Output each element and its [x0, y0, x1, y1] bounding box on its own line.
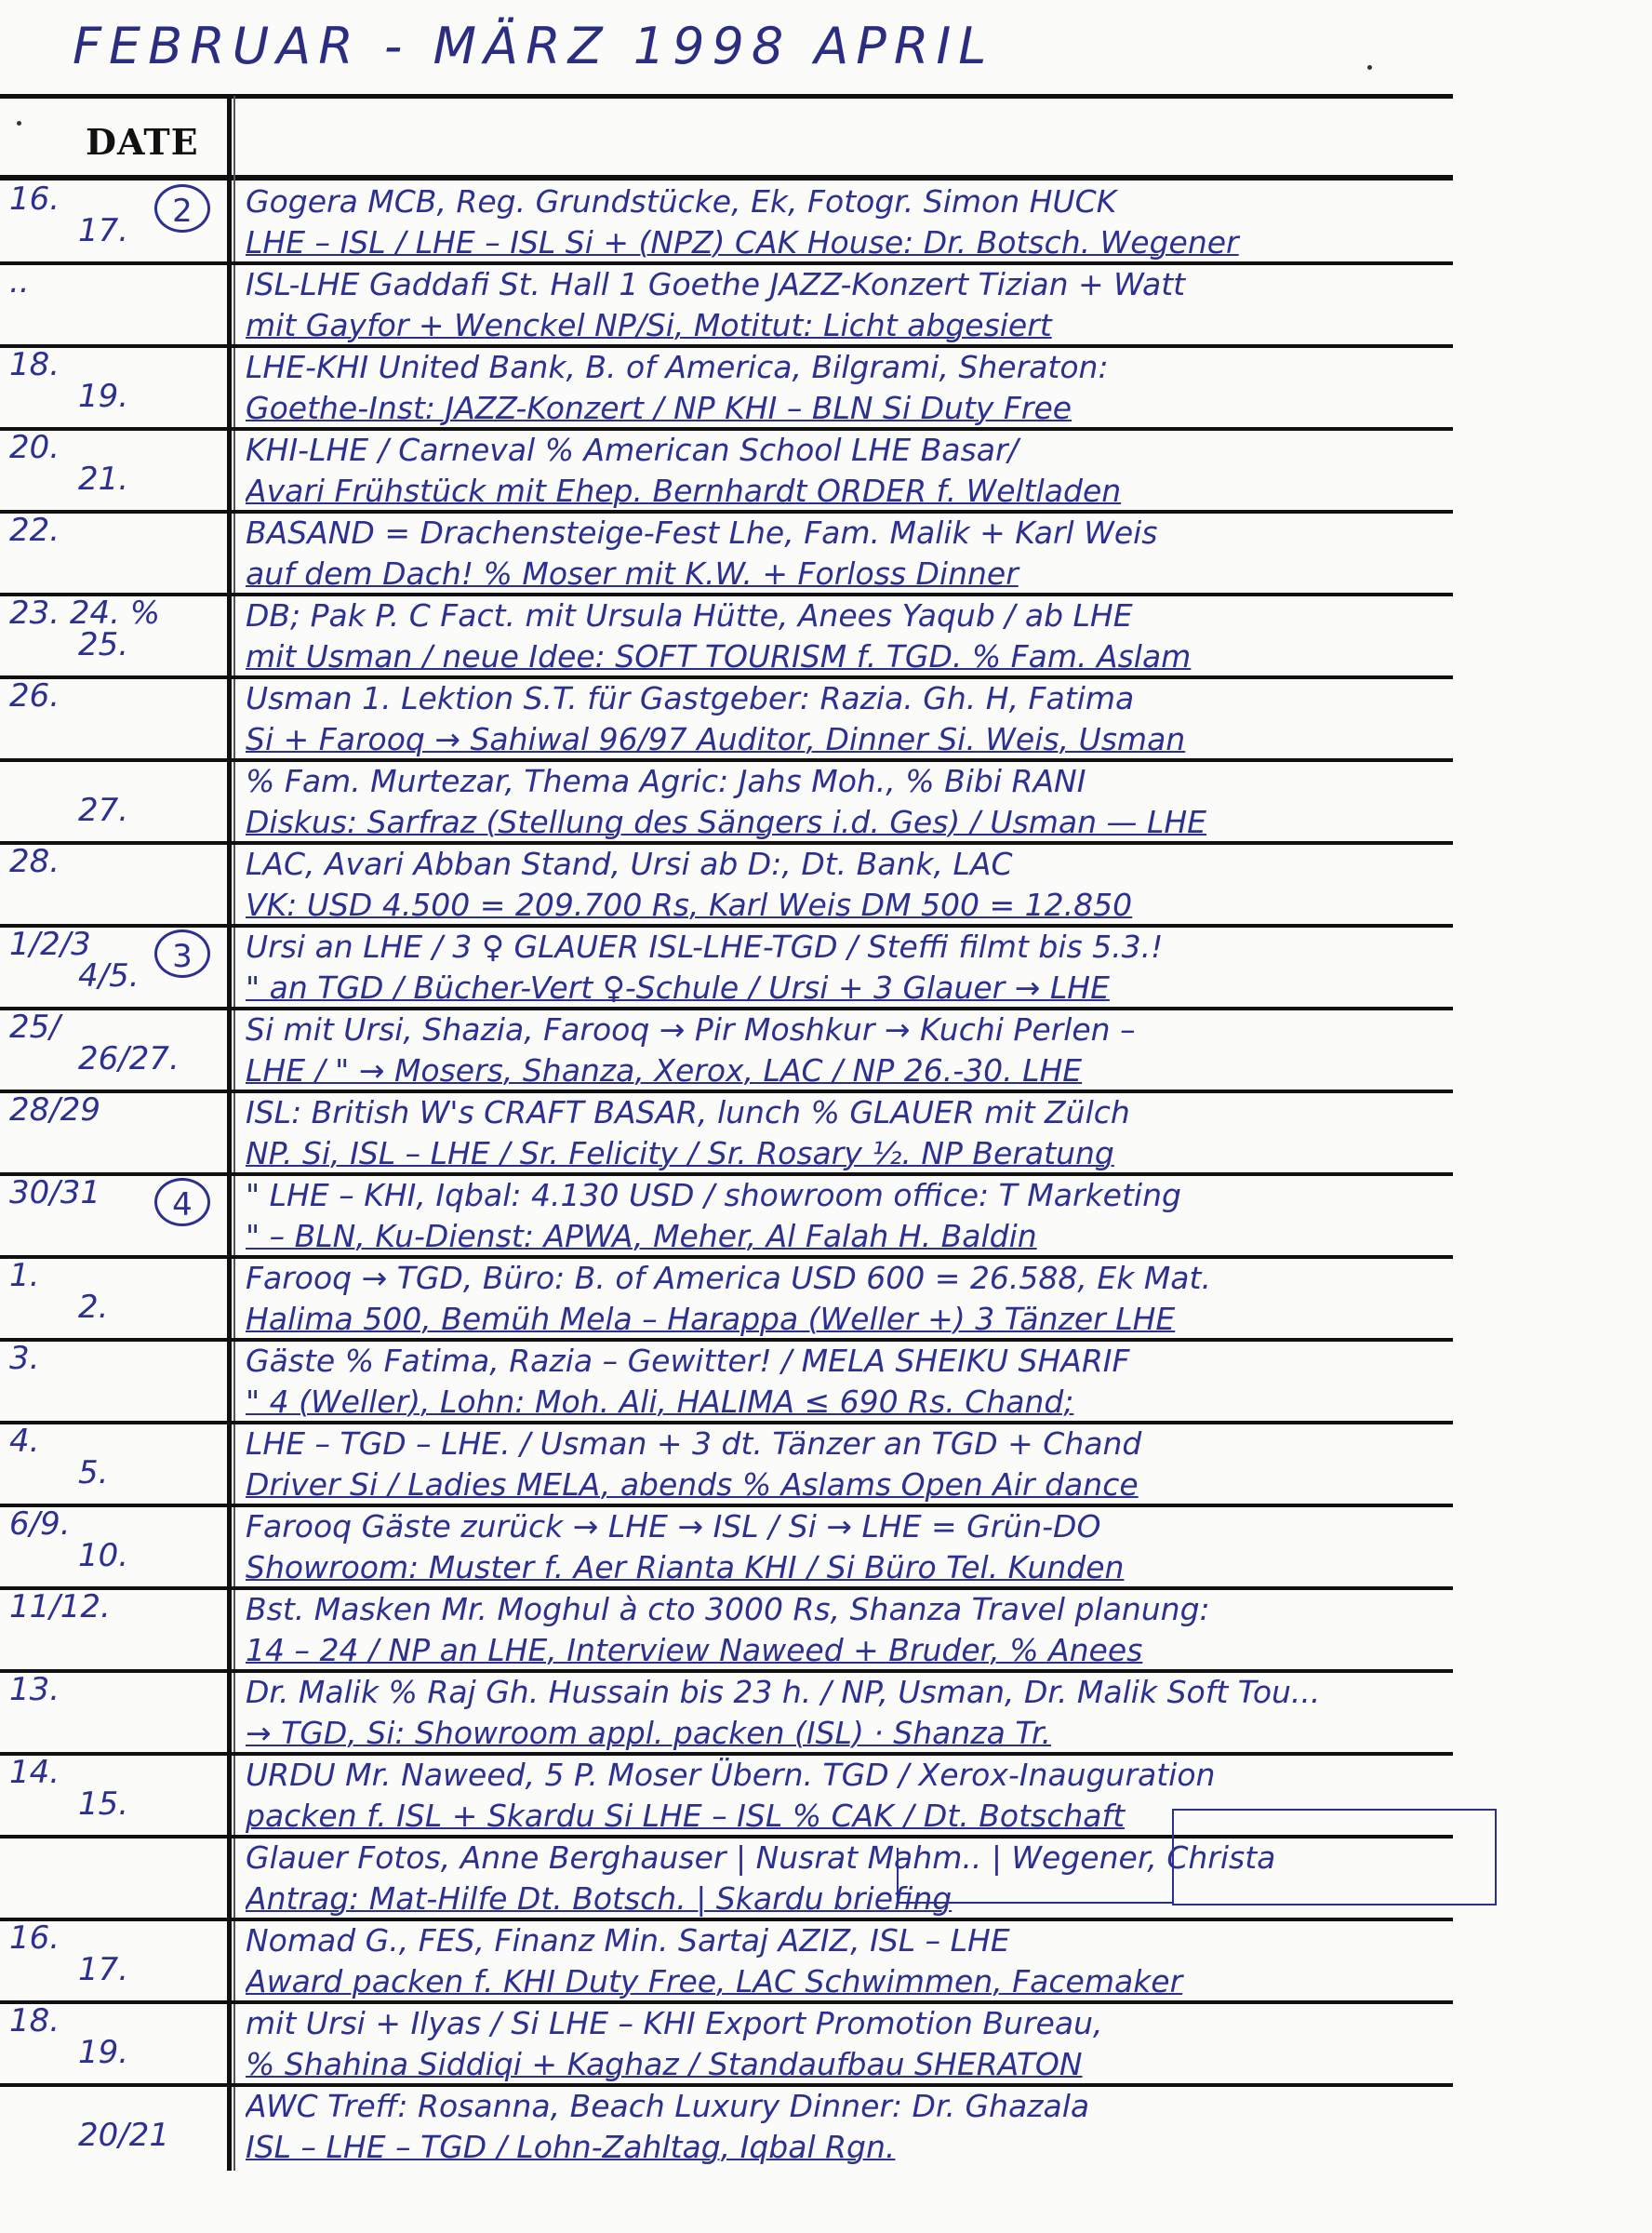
entry-line: Dr. Malik % Raj Gh. Hussain bis 23 h. / NP, Usman, Dr. Malik Soft Tou...	[246, 1673, 1321, 1710]
date-primary: 4.	[9, 1423, 40, 1460]
date-secondary: 20/21	[78, 2117, 169, 2154]
entry-line: " an TGD / Bücher-Vert ♀-Schule / Ursi + 3 Glauer → LHE	[246, 969, 1110, 1006]
date-primary: 28.	[9, 843, 60, 880]
diary-row	[0, 926, 1453, 1009]
date-secondary: 17.	[78, 1951, 129, 1988]
entry-text	[246, 429, 1464, 513]
diary-row	[0, 2002, 1453, 2085]
entry-line: Ursi an LHE / 3 ♀ GLAUER ISL-LHE-TGD / Steffi filmt bis 5.3.!	[246, 928, 1164, 965]
diary-row	[0, 1505, 1453, 1588]
date-primary: 3.	[9, 1340, 40, 1377]
entry-line: BASAND = Drachensteige-Fest Lhe, Fam. Malik + Karl Weis	[246, 514, 1158, 551]
date-cell	[0, 1091, 227, 1174]
diary-row	[0, 843, 1453, 926]
date-cell	[0, 1257, 227, 1340]
diary-row	[0, 1257, 1453, 1340]
date-primary: 16.	[9, 181, 60, 218]
entry-line: URDU Mr. Naweed, 5 P. Moser Übern. TGD / Xerox-Inauguration	[246, 1756, 1216, 1793]
entry-line: Award packen f. KHI Duty Free, LAC Schwimmen, Facemaker	[246, 1962, 1183, 1999]
entry-text	[246, 1174, 1464, 1258]
diary-row	[0, 1588, 1453, 1671]
diary-row	[0, 1919, 1453, 2002]
date-secondary: 19.	[78, 378, 129, 415]
date-primary: 11/12.	[9, 1588, 111, 1625]
date-primary: ..	[9, 263, 30, 301]
entry-line: LHE – TGD – LHE. / Usman + 3 dt. Tänzer an TGD + Chand	[246, 1424, 1142, 1462]
entry-line: mit Gayfor + Wenckel NP/Si, Motitut: Licht abgesiert	[246, 306, 1052, 343]
entry-line: % Fam. Murtezar, Thema Agric: Jahs Moh., % Bibi RANI	[246, 762, 1086, 799]
date-secondary: 26/27.	[78, 1040, 180, 1077]
date-cell	[0, 1588, 227, 1671]
date-primary: 20.	[9, 429, 60, 466]
entry-line: auf dem Dach! % Moser mit K.W. + Forloss Dinner	[246, 555, 1019, 592]
date-secondary: 15.	[78, 1785, 129, 1823]
entry-line: Halima 500, Bemüh Mela – Harappa (Weller +) 3 Tänzer LHE	[246, 1300, 1176, 1337]
diary-row	[0, 1423, 1453, 1505]
entry-line: ISL-LHE Gaddafi St. Hall 1 Goethe JAZZ-Konzert Tizian + Watt	[246, 265, 1186, 302]
entry-line: " LHE – KHI, Iqbal: 4.130 USD / showroom office: T Marketing	[246, 1176, 1181, 1213]
entry-text	[246, 1671, 1464, 1755]
date-cell	[0, 1174, 227, 1257]
entry-text	[246, 1919, 1464, 2003]
entry-line: NP. Si, ISL – LHE / Sr. Felicity / Sr. Rosary ½. NP Beratung	[246, 1134, 1114, 1171]
entry-text	[246, 263, 1464, 347]
entry-line: 14 – 24 / NP an LHE, Interview Naweed + Bruder, % Anees	[246, 1631, 1143, 1668]
diary-row	[0, 760, 1453, 843]
entry-line: " – BLN, Ku-Dienst: APWA, Meher, Al Falah H. Baldin	[246, 1217, 1037, 1254]
date-secondary: 4/5.	[78, 957, 140, 995]
entry-text	[246, 760, 1464, 844]
diary-row	[0, 1174, 1453, 1257]
date-primary: 1/2/3	[9, 926, 91, 963]
diary-row	[0, 1091, 1453, 1174]
date-cell	[0, 2085, 227, 2168]
entry-line: Farooq Gäste zurück → LHE → ISL / Si → LHE = Grün-DO	[246, 1507, 1101, 1544]
entry-line: mit Usman / neue Idee: SOFT TOURISM f. TGD. % Fam. Aslam	[246, 637, 1192, 675]
date-cell	[0, 595, 227, 677]
diary-row	[0, 346, 1453, 429]
entry-text	[246, 677, 1464, 761]
diary-row	[0, 429, 1453, 512]
date-primary: 18.	[9, 2002, 60, 2039]
date-primary: 25/	[9, 1009, 60, 1046]
entry-line: Glauer Fotos, Anne Berghauser | Nusrat Mahm.. | Wegener, Christa	[246, 1839, 1276, 1876]
date-primary: 16.	[9, 1919, 60, 1957]
diary-row	[0, 677, 1453, 760]
entry-line: Si + Farooq → Sahiwal 96/97 Auditor, Dinner Si. Weis, Usman	[246, 720, 1186, 757]
week-number-circle: 4	[154, 1178, 210, 1226]
entry-line: Goethe-Inst: JAZZ-Konzert / NP KHI – BLN Si Duty Free	[246, 389, 1072, 426]
entry-line: LHE – ISL / LHE – ISL Si + (NPZ) CAK House: Dr. Botsch. Wegener	[246, 223, 1239, 261]
entry-line: AWC Treff: Rosanna, Beach Luxury Dinner: Dr. Ghazala	[246, 2087, 1090, 2124]
date-cell	[0, 760, 227, 843]
date-primary: 1.	[9, 1257, 40, 1294]
date-cell	[0, 2002, 227, 2085]
date-secondary: 2.	[78, 1289, 109, 1326]
entry-text	[246, 926, 1464, 1010]
date-primary: 30/31	[9, 1174, 100, 1211]
entry-line: LHE-KHI United Bank, B. of America, Bilgrami, Sheraton:	[246, 348, 1109, 385]
date-secondary: 27.	[78, 792, 129, 829]
date-primary: 22.	[9, 512, 60, 549]
entry-line: Farooq → TGD, Büro: B. of America USD 600 = 26.588, Ek Mat.	[246, 1259, 1211, 1296]
date-secondary: 19.	[78, 2034, 129, 2071]
diary-row	[0, 1340, 1453, 1423]
date-primary: 14.	[9, 1754, 60, 1791]
diary-row	[0, 2085, 1453, 2168]
entry-line: " 4 (Weller), Lohn: Moh. Ali, HALIMA ≤ 690 Rs. Chand;	[246, 1383, 1074, 1420]
entry-line: Si mit Ursi, Shazia, Farooq → Pir Moshkur → Kuchi Perlen –	[246, 1010, 1136, 1048]
table-top-border	[0, 94, 1453, 99]
entry-text	[246, 1505, 1464, 1589]
entry-line: VK: USD 4.500 = 209.700 Rs, Karl Weis DM 500 = 12.850	[246, 886, 1133, 923]
date-primary: 18.	[9, 346, 60, 383]
entry-line: ISL – LHE – TGD / Lohn-Zahltag, Iqbal Rgn.	[246, 2128, 896, 2165]
entry-text	[246, 512, 1464, 595]
date-cell	[0, 1671, 227, 1754]
entry-line: Usman 1. Lektion S.T. für Gastgeber: Razia. Gh. H, Fatima	[246, 679, 1135, 716]
date-cell	[0, 1505, 227, 1588]
entry-text	[246, 1257, 1464, 1341]
diary-row	[0, 263, 1453, 346]
date-secondary: 21.	[78, 461, 129, 498]
annotation-box-inner	[897, 1848, 1174, 1904]
entry-line: Diskus: Sarfraz (Stellung des Sängers i.d. Ges) / Usman — LHE	[246, 803, 1207, 840]
entry-text	[246, 181, 1464, 264]
entry-text	[246, 1340, 1464, 1424]
diary-row	[0, 1671, 1453, 1754]
entry-line: ISL: British W's CRAFT BASAR, lunch % GLAUER mit Zülch	[246, 1093, 1130, 1130]
entry-text	[246, 1091, 1464, 1175]
annotation-box	[1172, 1809, 1497, 1905]
entry-text	[246, 595, 1464, 678]
diary-row	[0, 595, 1453, 677]
date-secondary: 10.	[78, 1537, 129, 1574]
date-primary: 6/9.	[9, 1505, 71, 1543]
date-cell	[0, 512, 227, 595]
entry-line: LAC, Avari Abban Stand, Ursi ab D:, Dt. Bank, LAC	[246, 845, 1013, 882]
entry-line: Antrag: Mat-Hilfe Dt. Botsch. | Skardu briefing	[246, 1879, 953, 1917]
date-cell	[0, 263, 227, 346]
entry-line: DB; Pak P. C Fact. mit Ursula Hütte, Anees Yaqub / ab LHE	[246, 596, 1133, 634]
date-cell	[0, 1919, 227, 2002]
entry-text	[246, 1009, 1464, 1092]
diary-row	[0, 512, 1453, 595]
entry-text	[246, 2002, 1464, 2086]
margin-dot	[1367, 65, 1372, 70]
date-cell	[0, 181, 227, 263]
date-secondary: 17.	[78, 212, 129, 249]
entry-line: Showroom: Muster f. Aer Rianta KHI / Si Büro Tel. Kunden	[246, 1548, 1125, 1585]
entry-text	[246, 843, 1464, 927]
date-cell	[0, 1009, 227, 1091]
date-cell	[0, 429, 227, 512]
entry-line: LHE / " → Mosers, Shanza, Xerox, LAC / NP 26.-30. LHE	[246, 1051, 1083, 1089]
week-number-circle: 3	[154, 929, 210, 978]
date-cell	[0, 346, 227, 429]
date-cell	[0, 843, 227, 926]
entry-text	[246, 346, 1464, 430]
date-cell	[0, 1754, 227, 1837]
entry-line: packen f. ISL + Skardu Si LHE – ISL % CAK / Dt. Botschaft	[246, 1797, 1126, 1834]
date-primary: 26.	[9, 677, 60, 715]
week-number-circle: 2	[154, 184, 210, 233]
entry-text	[246, 1423, 1464, 1506]
entry-text	[246, 2085, 1464, 2169]
date-secondary: 25.	[78, 626, 129, 663]
entry-line: mit Ursi + Ilyas / Si LHE – KHI Export Promotion Bureau,	[246, 2004, 1103, 2041]
date-cell	[0, 1340, 227, 1423]
entry-line: Avari Frühstück mit Ehep. Bernhardt ORDER f. Weltladen	[246, 472, 1122, 509]
diary-row	[0, 1009, 1453, 1091]
date-primary: 28/29	[9, 1091, 100, 1129]
diary-row	[0, 181, 1453, 263]
date-primary: 23. 24. %	[9, 595, 161, 632]
date-column-header: DATE	[86, 121, 199, 163]
entry-line: Gogera MCB, Reg. Grundstücke, Ek, Fotogr. Simon HUCK	[246, 182, 1117, 220]
entry-text	[246, 1588, 1464, 1672]
entry-line: Nomad G., FES, Finanz Min. Sartaj AZIZ, ISL – LHE	[246, 1921, 1010, 1959]
date-cell	[0, 677, 227, 760]
date-cell	[0, 926, 227, 1009]
page-title: FEBRUAR - MÄRZ 1998 APRIL	[73, 17, 994, 75]
margin-dot	[17, 121, 21, 126]
entry-line: Bst. Masken Mr. Moghul à cto 3000 Rs, Shanza Travel planung:	[246, 1590, 1210, 1627]
entry-line: → TGD, Si: Showroom appl. packen (ISL) · Shanza Tr.	[246, 1714, 1051, 1751]
date-cell	[0, 1423, 227, 1505]
date-primary: 13.	[9, 1671, 60, 1708]
date-cell	[0, 1837, 227, 1919]
entry-line: Driver Si / Ladies MELA, abends % Aslams Open Air dance	[246, 1465, 1139, 1503]
date-secondary: 5.	[78, 1454, 109, 1491]
entry-line: % Shahina Siddiqi + Kaghaz / Standaufbau SHERATON	[246, 2045, 1083, 2082]
entry-line: KHI-LHE / Carneval % American School LHE Basar/	[246, 431, 1019, 468]
entry-line: Gäste % Fatima, Razia – Gewitter! / MELA SHEIKU SHARIF	[246, 1342, 1130, 1379]
